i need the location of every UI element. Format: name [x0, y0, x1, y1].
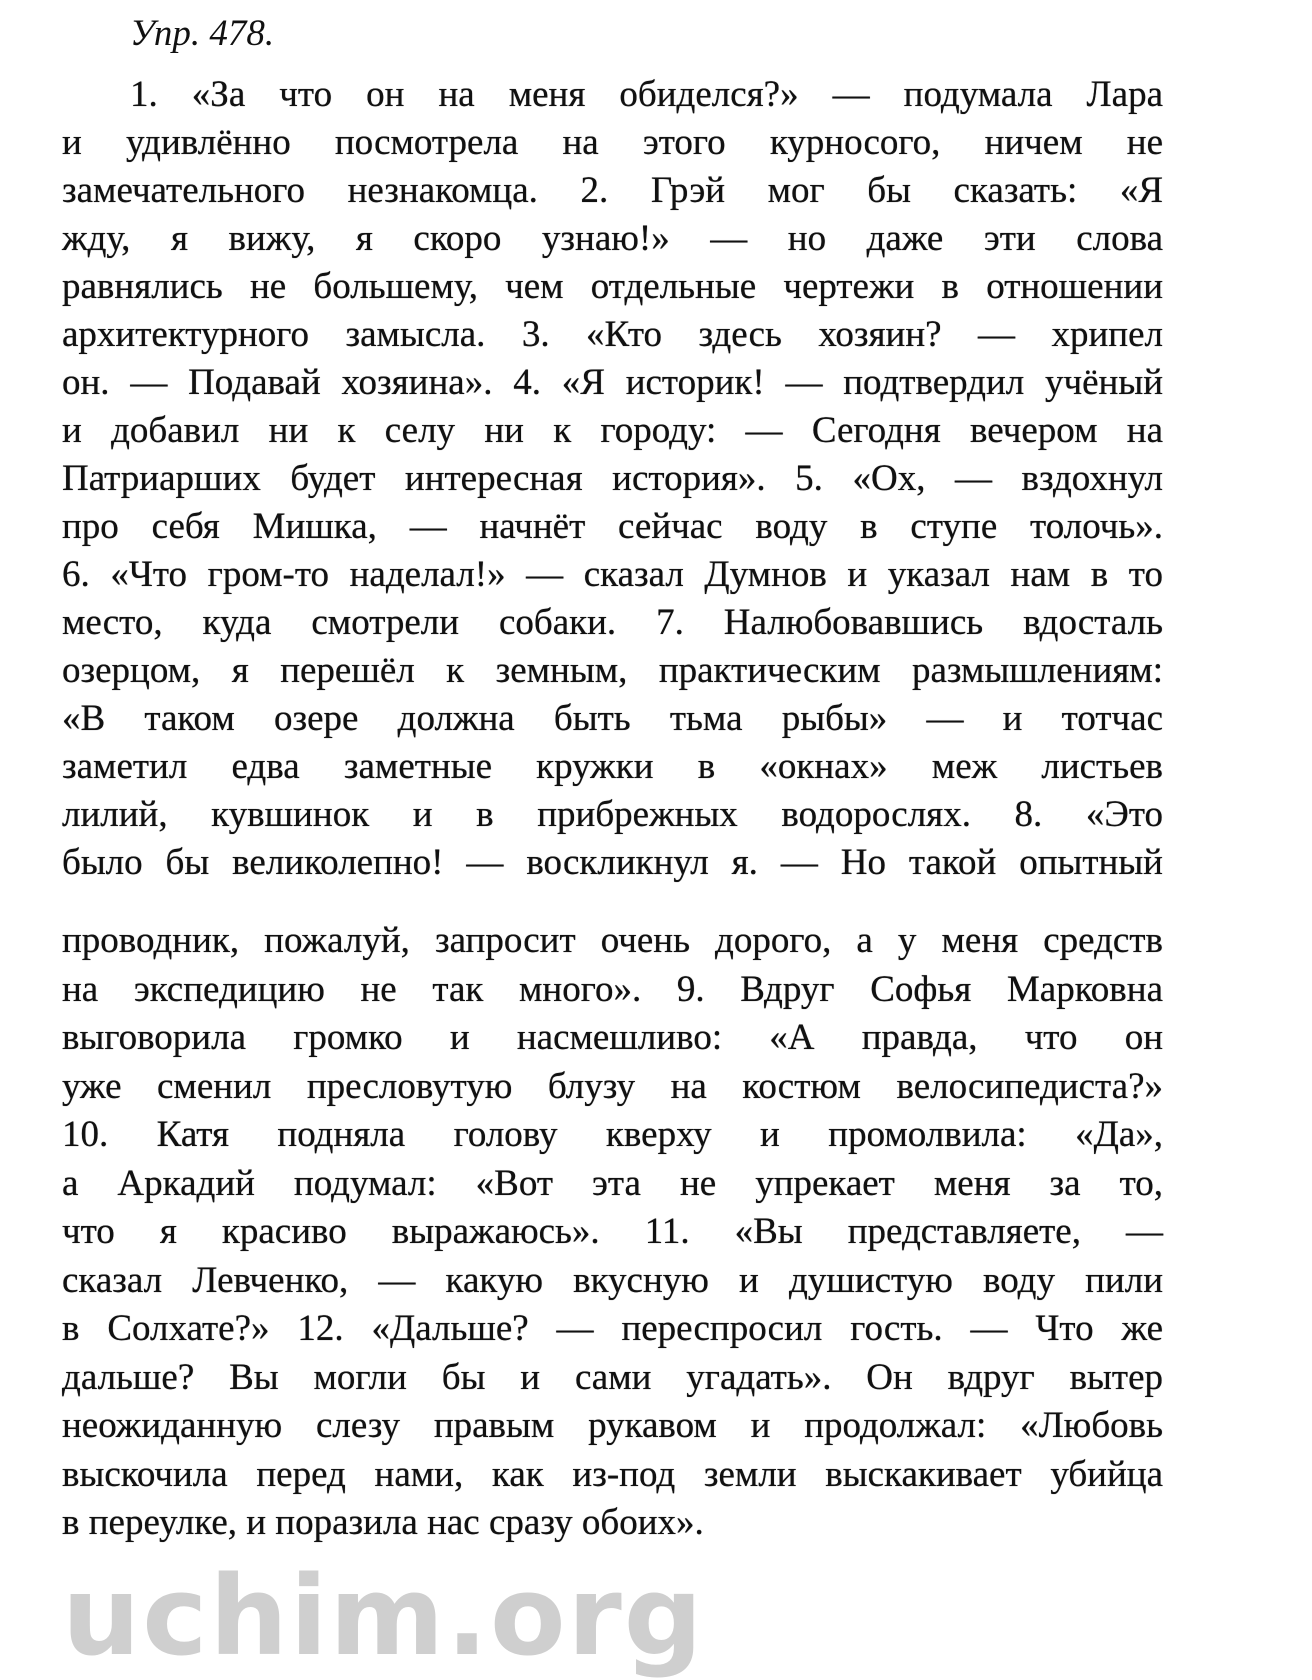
text-line: равнялись не большему, чем отдельные чертежи в отношении	[62, 266, 1163, 307]
text-line: дальше? Вы могли бы и сами угадать». Он вдруг вытер	[62, 1356, 1163, 1398]
text-line: уже сменил пресловутую блузу на костюм велосипедиста?»	[62, 1065, 1163, 1107]
text-line: 6. «Что гром-то наделал!» — сказал Думнов и указал нам в то	[62, 554, 1163, 595]
text-line: Патриарших будет интересная история». 5. «Ох, — вздохнул	[62, 458, 1163, 499]
text-line: место, куда смотрели собаки. 7. Налюбовавшись вдосталь	[62, 602, 1163, 643]
text-line: выскочила перед нами, как из-под земли выскакивает убийца	[62, 1453, 1163, 1495]
text-line: озерцом, я перешёл к земным, практическим размышлениям:	[62, 650, 1163, 691]
text-line: на экспедицию не так много». 9. Вдруг Софья Марковна	[62, 968, 1163, 1010]
text-line: что я красиво выражаюсь». 11. «Вы представляете, —	[62, 1211, 1163, 1252]
text-line: заметил едва заметные кружки в «окнах» меж листьев	[62, 746, 1163, 787]
watermark: uchim.org	[62, 1552, 705, 1680]
text-line: «В таком озере должна быть тьма рыбы» — и тотчас	[62, 698, 1163, 739]
text-line: и удивлённо посмотрела на этого курносого, ничем не	[62, 122, 1163, 163]
text-line: жду, я вижу, я скоро узнаю!» — но даже эти слова	[62, 218, 1163, 259]
text-line: замечательного незнакомца. 2. Грэй мог бы сказать: «Я	[62, 170, 1163, 211]
text-line: лилий, кувшинок и в прибрежных водорослях. 8. «Это	[62, 794, 1163, 835]
text-line: а Аркадий подумал: «Вот эта не упрекает меня за то,	[62, 1162, 1163, 1204]
text-line: сказал Левченко, — какую вкусную и душистую воду пили	[62, 1259, 1163, 1301]
text-line: выговорила громко и насмешливо: «А правда, что он	[62, 1017, 1163, 1058]
text-line: 10. Катя подняла голову кверху и промолвила: «Да»,	[62, 1114, 1163, 1155]
text-line: было бы великолепно! — воскликнул я. — Но такой опытный	[62, 842, 1163, 883]
text-line: 1. «За что он на меня обиделся?» — подумала Лара	[130, 74, 1163, 115]
text-line: про себя Мишка, — начнёт сейчас воду в ступе толочь».	[62, 506, 1163, 547]
text-line: в переулке, и поразила нас сразу обоих».	[62, 1502, 704, 1543]
text-line: он. — Подавай хозяина». 4. «Я историк! — подтвердил учёный	[62, 362, 1163, 403]
exercise-title: Упр. 478.	[130, 13, 275, 54]
text-line: неожиданную слезу правым рукавом и продолжал: «Любовь	[62, 1405, 1163, 1446]
text-line: проводник, пожалуй, запросит очень дорого, а у меня средств	[62, 920, 1163, 961]
text-line: архитектурного замысла. 3. «Кто здесь хозяин? — хрипел	[62, 314, 1163, 355]
text-line: и добавил ни к селу ни к городу: — Сегодня вечером на	[62, 410, 1163, 451]
text-line: в Солхате?» 12. «Дальше? — переспросил гость. — Что же	[62, 1308, 1163, 1349]
